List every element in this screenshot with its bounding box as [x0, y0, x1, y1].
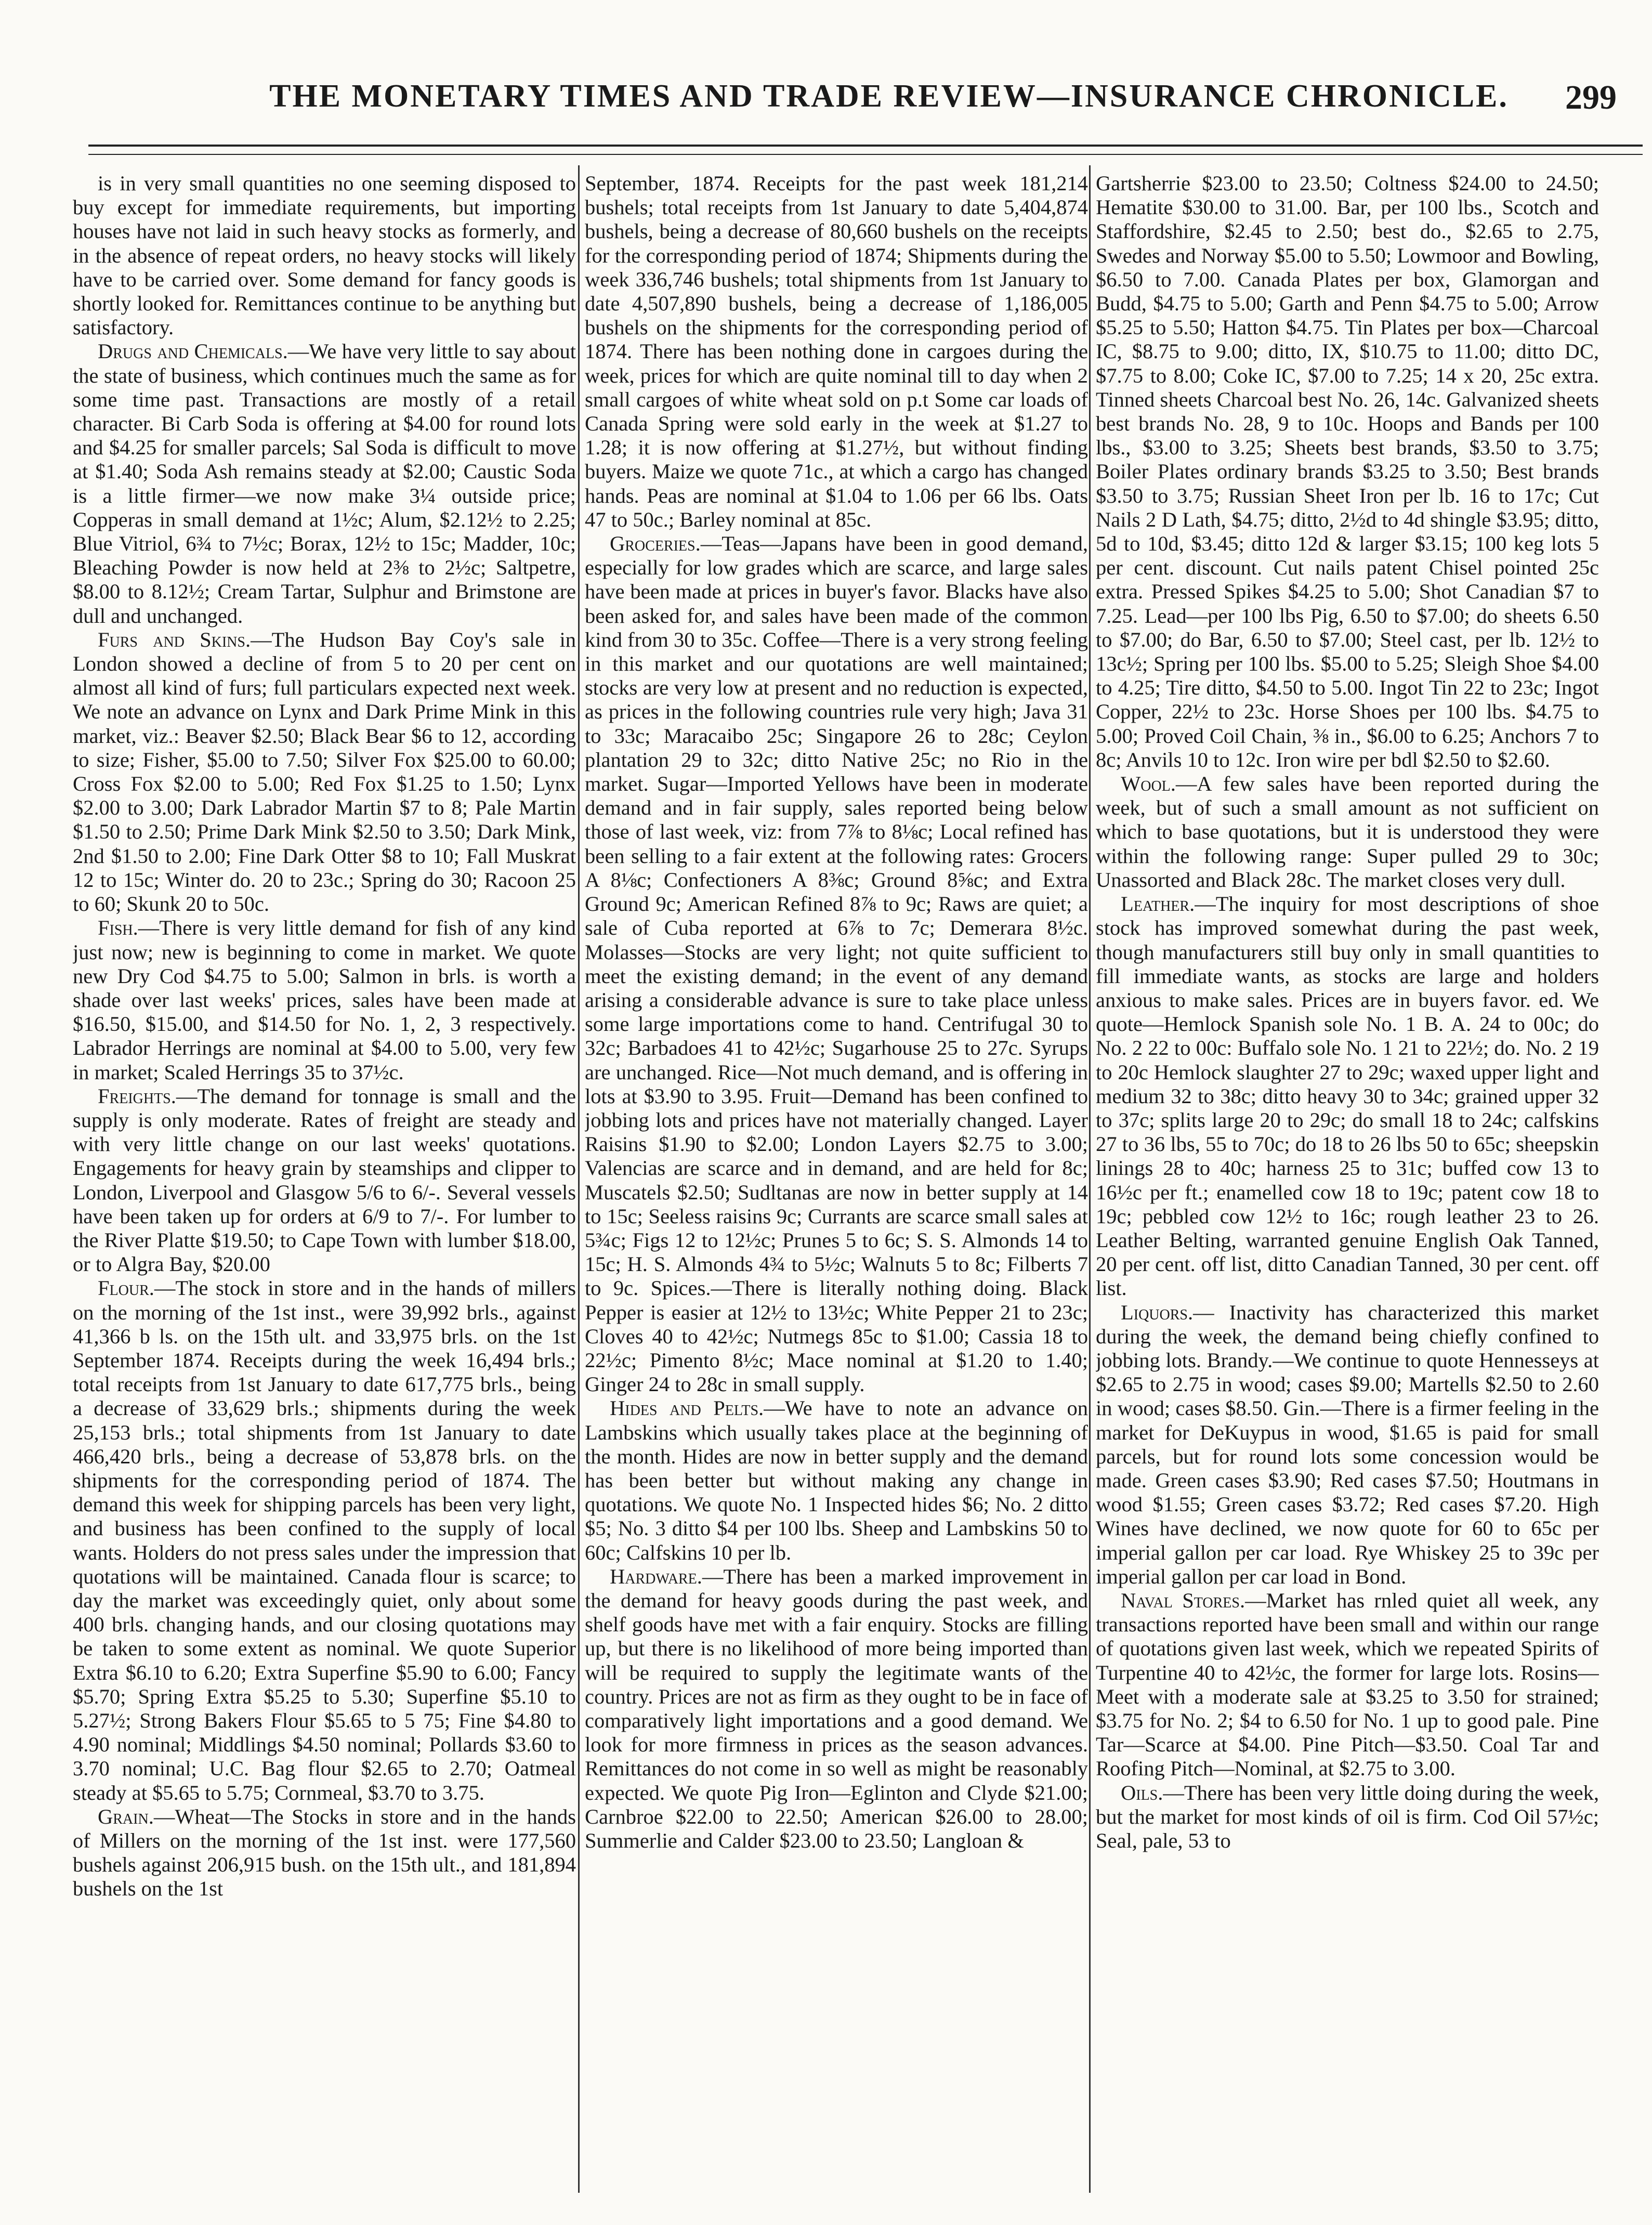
paragraph-text: —The Hudson Bay Coy's sale in London showed a decline of from 5 to 20 per cent on almost all kind of furs; full particulars expected next week. We note an advance on Lynx and Dark Prime Mink in this market, viz.: Beaver $2.50; Black Bear $6 to 12, according to size; Fisher, $5.00 to 7.50; Silver Fox $25.00 to 60.00; Cross Fox $2.00 to 5.00; Red Fox $1.25 to 1.50; Lynx $2.00 to 3.00; Dark Labrador Martin $7 to 8; Pale Martin $1.50 to 2.50; Prime Dark Mink $2.50 to 3.50; Dark Mink, 2nd $1.50 to 2.00; Fine Dark Otter $8 to 10; Fall Muskrat 12 to 15c; Winter do. 20 to 23c.; Spring do 30; Racoon 25 to 60; Skunk 20 to 50c.: [73, 627, 576, 916]
page-header-title: THE MONETARY TIMES AND TRADE REVIEW—INSURANCE CHRONICLE.: [269, 78, 1509, 114]
column-divider-1: [578, 165, 580, 2193]
section-heading: Grain.: [98, 1804, 154, 1828]
paragraph-text: —The demand for tonnage is small and the supply is only moderate. Rates of freight are steady and with very little change on our last weeks' quotations. Engagements for heavy grain by steamships and clipper to London, Liverpool and Glasgow 5/6 to 6/-. Several vessels have been taken up for orders at 6/9 to 7/-. For lumber to the River Platte $19.50; to Cape Town with lumber $18.00, or to Algra Bay, $20.00: [73, 1084, 576, 1276]
paragraph-text: —There is very little demand for fish of any kind just now; new is beginning to come in market. We quote new Dry Cod $4.75 to 5.00; Salmon in brls. is worth a shade over last weeks' prices, sales have been made at $16.50, $15.00, and $14.50 for No. 1, 2, 3 respectively. Labrador Herrings are nominal at $4.00 to 5.00, very few in market; Scaled Herrings 35 to 37½c.: [73, 916, 576, 1084]
article-paragraph: [1096, 1781, 1599, 1853]
paragraph-text: —Teas—Japans have been in good demand, especially for low grades which are scarce, and large sales have been made at prices in buyer's favor. Blacks have also been asked for, and sales have been made of the common kind from 30 to 35c. Coffee—There is a very strong feeling in this market and our quotations are well maintained; stocks are very low at present and no reduction is expected, as prices in the following countries rule very high; Java 31 to 33c; Maracaibo 25c; Singapore 26 to 28c; Ceylon plantation 29 to 32c; ditto Native 25c; no Rio in the market. Sugar—Imported Yellows have been in moderate demand and in fair supply, sales reported being below those of last week, viz: from 7⅞ to 8⅛c; Local refined has been selling to a fair extent at the following rates: Grocers A 8⅛c; Confectioners A 8⅜c; Ground 8⅝c; and Extra Ground 9c; American Refined 8⅞ to 9c; Raws are quiet; a sale of Cuba reported at 6⅞ to 7c; Demerara 8½c. Molasses—Stocks are very light; not quite sufficient to meet the existing demand; in the event of any demand arising a considerable advance is sure to take place unless some large importations come to hand. Centrifugal 30 to 32c; Barbadoes 41 to 42½c; Sugarhouse 25 to 27c. Syrups are unchanged. Rice—Not much demand, and is offering in lots at $3.90 to 3.95. Fruit—Demand has been confined to jobbing lots and prices have not materially changed. Layer Raisins $1.90 to $2.00; London Layers $2.75 to 3.00; Valencias are scarce and in demand, and are held for 8c; Muscatels $2.50; Sudltanas are now in better supply at 14 to 15c; Seeless raisins 9c; Currants are scarce small sales at 5¾c; Figs 12 to 12½c; Prunes 5 to 6c; S. S. Almonds 14 to 15c; H. S. Almonds 4¾ to 5½c; Walnuts 5 to 8c; Filberts 7 to 9c. Spices.—There is literally nothing doing. Black Pepper is easier at 12½ to 13½c; White Pepper 21 to 23c; Cloves 40 to 42½c; Nutmegs 85c to $1.00; Cassia 18 to 22½c; Pimento 8½c; Mace nominal at $1.20 to 1.40; Ginger 24 to 28c in small supply.: [585, 532, 1088, 1396]
article-paragraph: [1096, 772, 1599, 892]
header-rule-thick: [88, 145, 1643, 147]
paragraph-text: —The inquiry for most descriptions of shoe stock has improved somewhat during the past week, though manufacturers still buy only in small quantities to fill immediate wants, as stocks are large and holders anxious to make sales. Prices are in buyers favor. ed. We quote—Hemlock Spanish sole No. 1 B. A. 24 to 00c; do No. 2 22 to 00c: Buffalo sole No. 1 21 to 22½; do. No. 2 19 to 20c Hemlock slaughter 27 to 29c; waxed upper light and medium 32 to 38c; ditto heavy 30 to 34c; grained upper 32 to 37c; splits large 20 to 29c; do small 18 to 24c; calfskins 27 to 36 lbs, 55 to 70c; do 18 to 26 lbs 50 to 65c; sheepskin linings 28 to 40c; harness 25 to 31c; buffed cow 13 to 16½c per ft.; enamelled cow 18 to 19c; patent cow 18 to 19c; pebbled cow 12½ to 16c; rough leather 23 to 26. Leather Belting, warranted genuine English Oak Tanned, 20 per cent. off list, ditto Canadian Tanned, 30 per cent. off list.: [1096, 892, 1599, 1300]
column-1: [73, 172, 576, 2199]
article-paragraph: [73, 1805, 576, 1901]
article-paragraph: [73, 916, 576, 1084]
paragraph-text: —There has been very little doing during the week, but the market for most kinds of oil is firm. Cod Oil 57½c; Seal, pale, 53 to: [1096, 1781, 1599, 1853]
page-number: 299: [1565, 78, 1617, 116]
section-heading: Flour.: [98, 1276, 154, 1300]
paragraph-text: —The stock in store and in the hands of millers on the morning of the 1st inst., were 39,992 brls., against 41,366 b ls. on the 15th ult. and 33,975 brls. on the 1st September 1874. Receipts during the week 16,494 brls.; total receipts from 1st January to date 617,775 brls., being a decrease of 33,629 brls.; shipments during the week 25,153 brls.; total shipments from 1st January to date 466,420 brls., being a decrease of 53,878 brls. on the shipments for the corresponding period of 1874. The demand this week for shipping parcels has been very light, and business has been confined to the supply of local wants. Holders do not press sales under the impression that quotations will be maintained. Canada flour is scarce; to day the market was exceedingly quiet, only about some 400 brls. changing hands, and our closing quotations may be taken to some extent as nominal. We quote Superior Extra $6.10 to 6.20; Extra Superfine $5.90 to 6.00; Fancy $5.70; Spring Extra $5.25 to 5.30; Superfine $5.10 to 5.27½; Strong Bakers Flour $5.65 to 5 75; Fine $4.80 to 4.90 nominal; Middlings $4.50 nominal; Pollards $3.60 to 3.70 nominal; U.C. Bag flour $2.65 to 2.70; Oatmeal steady at $5.65 to 5.75; Cornmeal, $3.70 to 3.75.: [73, 1276, 576, 1804]
paragraph-text: is in very small quantities no one seeming disposed to buy except for immediate requirements, but importing houses have not laid in such heavy stocks as formerly, and in the absence of repeat orders, no heavy stocks will likely have to be carried over. Some demand for fancy goods is shortly looked for. Remittances continue to be anything but satisfactory.: [73, 172, 576, 339]
paragraph-text: —We have very little to say about the state of business, which continues much the same as for some time past. Transactions are mostly of a retail character. Bi Carb Soda is offering at $4.00 for round lots and $4.25 for smaller parcels; Sal Soda is difficult to move at $1.40; Soda Ash remains steady at $2.00; Caustic Soda is a little firmer—we now make 3¼ outside price; Copperas in small demand at 1½c; Alum, $2.12½ to 2.25; Blue Vitriol, 6¾ to 7½c; Borax, 12½ to 15c; Madder, 10c; Bleaching Powder is now held at 2⅜ to 2½c; Saltpetre, $8.00 to 8.12½; Cream Tartar, Sulphur and Brimstone are dull and unchanged.: [73, 339, 576, 627]
article-paragraph: [1096, 1589, 1599, 1781]
section-heading: Hides and Pelts.: [610, 1396, 764, 1420]
section-heading: Liquors.: [1121, 1300, 1194, 1324]
article-paragraph: [73, 172, 576, 339]
article-paragraph: [73, 1276, 576, 1804]
section-heading: Groceries.: [610, 532, 701, 556]
paragraph-text: September, 1874. Receipts for the past week 181,214 bushels; total receipts from 1st January to date 5,404,874 bushels, being a decrease of 80,660 bushels on the receipts for the corresponding period of 1874; Shipments during the week 336,746 bushels; total shipments from 1st January to date 4,507,890 bushels, being a decrease of 1,186,005 bushels on the shipments for the corresponding period of 1874. There has been nothing done in cargoes during the week, prices for which are quite nominal till to day when 2 small cargoes of white wheat sold on p.t Some car loads of Canada Spring were sold early in the week at $1.27 to 1.28; it is now offering at $1.27½, but without finding buyers. Maize we quote 71c., at which a cargo has changed hands. Peas are nominal at $1.04 to 1.06 per 66 lbs. Oats 47 to 50c.; Barley nominal at 85c.: [585, 172, 1088, 531]
article-paragraph: [1096, 172, 1599, 772]
paragraph-text: —Wheat—The Stocks in store and in the hands of Millers on the morning of the 1st inst. were 177,560 bushels against 206,915 bush. on the 15th ult., and 181,894 bushels on the 1st: [73, 1804, 576, 1901]
section-heading: Wool.: [1121, 772, 1176, 796]
article-paragraph: [1096, 892, 1599, 1300]
section-heading: Hardware.: [610, 1564, 702, 1588]
article-paragraph: [73, 628, 576, 916]
header-rule-thin: [88, 154, 1643, 155]
paragraph-text: Gartsherrie $23.00 to 23.50; Coltness $24.00 to 24.50; Hematite $30.00 to 31.00. Bar, per 100 lbs., Scotch and Staffordshire, $2.45 to 2.50; best do., $2.65 to 2.75, Swedes and Norway $5.00 to 5.50; Lowmoor and Bowling, $6.50 to 7.00. Canada Plates per box, Glamorgan and Budd, $4.75 to 5.00; Garth and Penn $4.75 to 5.00; Arrow $5.25 to 5.50; Hatton $4.75. Tin Plates per box—Charcoal IC, $8.75 to 9.00; ditto, IX, $10.75 to 11.00; ditto DC, $7.75 to 8.00; Coke IC, $7.00 to 7.25; 14 x 20, 25c extra. Tinned sheets Charcoal best No. 26, 14c. Galvanized sheets best brands No. 28, 9 to 10c. Hoops and Bands per 100 lbs., $3.00 to 3.25; Sheets best brands, $3.50 to 3.75; Boiler Plates ordinary brands $3.25 to 3.50; Best brands $3.50 to 3.75; Russian Sheet Iron per lb. 16 to 17c; Cut Nails 2 D Lath, $4.75; ditto, 2½d to 4d shingle $3.95; ditto, 5d to 10d, $3.45; ditto 12d & larger $3.15; 100 keg lots 5 per cent. discount. Cut nails patent Chisel pointed 25c extra. Pressed Spikes $4.25 to 5.00; Shot Canadian $7 to 7.25. Lead—per 100 lbs Pig, 6.50 to $7.00; do sheets 6.50 to $7.00; do Bar, 6.50 to $7.00; Steel cast, per lb. 12½ to 13c½; Spring per 100 lbs. $5.00 to 5.25; Sleigh Shoe $4.00 to 4.25; Tire ditto, $4.50 to 5.00. Ingot Tin 22 to 23c; Ingot Copper, 22½ to 23c. Horse Shoes per 100 lbs. $4.75 to 5.00; Proved Coil Chain, ⅜ in., $6.00 to 6.25; Anchors 7 to 8c; Anvils 10 to 12c. Iron wire per bdl $2.50 to $2.60.: [1096, 172, 1599, 771]
column-divider-2: [1089, 165, 1091, 2193]
paragraph-text: —There has been a marked improvement in the demand for heavy goods during the past week, and shelf goods have met with a fair enquiry. Stocks are filling up, but there is no likelihood of more being imported than will be required to supply the legitimate wants of the country. Prices are not as firm as they ought to be in face of comparatively light importations and a good demand. We look for more firmness in prices as the season advances. Remittances do not come in so well as might be reasonably expected. We quote Pig Iron—Eglinton and Clyde $21.00; Carnbroe $22.00 to 22.50; American $26.00 to 28.00; Summerlie and Calder $23.00 to 23.50; Langloan &: [585, 1564, 1088, 1853]
paragraph-text: —Market has rnled quiet all week, any transactions reported have been small and within our range of quotations given last week, which we repeated Spirits of Turpentine 40 to 42½c, the former for large lots. Rosins—Meet with a moderate sale at $3.25 to 3.50 for strained; $3.75 for No. 2; $4 to 6.50 for No. 1 up to good pale. Pine Tar—Scarce at $4.00. Pine Pitch—$3.50. Coal Tar and Roofing Pitch—Nominal, at $2.75 to 3.00.: [1096, 1588, 1599, 1781]
section-heading: Drugs and Chemicals.: [98, 339, 288, 363]
section-heading: Fish.: [98, 916, 138, 940]
section-heading: Naval Stores.: [1121, 1588, 1245, 1612]
article-paragraph: [585, 172, 1088, 532]
section-heading: Oils.: [1121, 1781, 1163, 1804]
article-paragraph: [1096, 1301, 1599, 1589]
article-paragraph: [585, 1565, 1088, 1853]
article-paragraph: [73, 339, 576, 627]
article-paragraph: [73, 1084, 576, 1277]
article-paragraph: [585, 1396, 1088, 1564]
paragraph-text: — Inactivity has characterized this market during the week, the demand being chiefly confined to jobbing lots. Brandy.—We continue to quote Hennesseys at $2.65 to 2.75 in wood; cases $9.00; Martells $2.50 to 2.60 in wood; cases $8.50. Gin.—There is a firmer feeling in the market for DeKuypus in wood, $1.65 is paid for small parcels, but for round lots some concession would be made. Green cases $3.90; Red cases $7.50; Houtmans in wood $1.55; Green cases $3.72; Red cases $7.20. High Wines have declined, we now quote for 60 to 65c per imperial gallon per car load. Rye Whiskey 25 to 39c per imperial gallon per car load in Bond.: [1096, 1300, 1599, 1588]
section-heading: Furs and Skins.: [98, 627, 251, 651]
section-heading: Freights.: [98, 1084, 176, 1108]
column-3: [1096, 172, 1599, 2199]
article-paragraph: [585, 532, 1088, 1396]
column-2: [585, 172, 1088, 2199]
section-heading: Leather.: [1121, 892, 1195, 916]
paragraph-text: —We have to note an advance on Lambskins which usually takes place at the beginning of the month. Hides are now in better supply and the demand has been better but without making any change in quotations. We quote No. 1 Inspected hides $6; No. 2 ditto $5; No. 3 ditto $4 per 100 lbs. Sheep and Lambskins 50 to 60c; Calfskins 10 per lb.: [585, 1396, 1088, 1564]
paragraph-text: —A few sales have been reported during the week, but of such a small amount as not sufficient on which to base quotations, but it is understood they were within the following range: Super pulled 29 to 30c; Unassorted and Black 28c. The market closes very dull.: [1096, 772, 1599, 892]
